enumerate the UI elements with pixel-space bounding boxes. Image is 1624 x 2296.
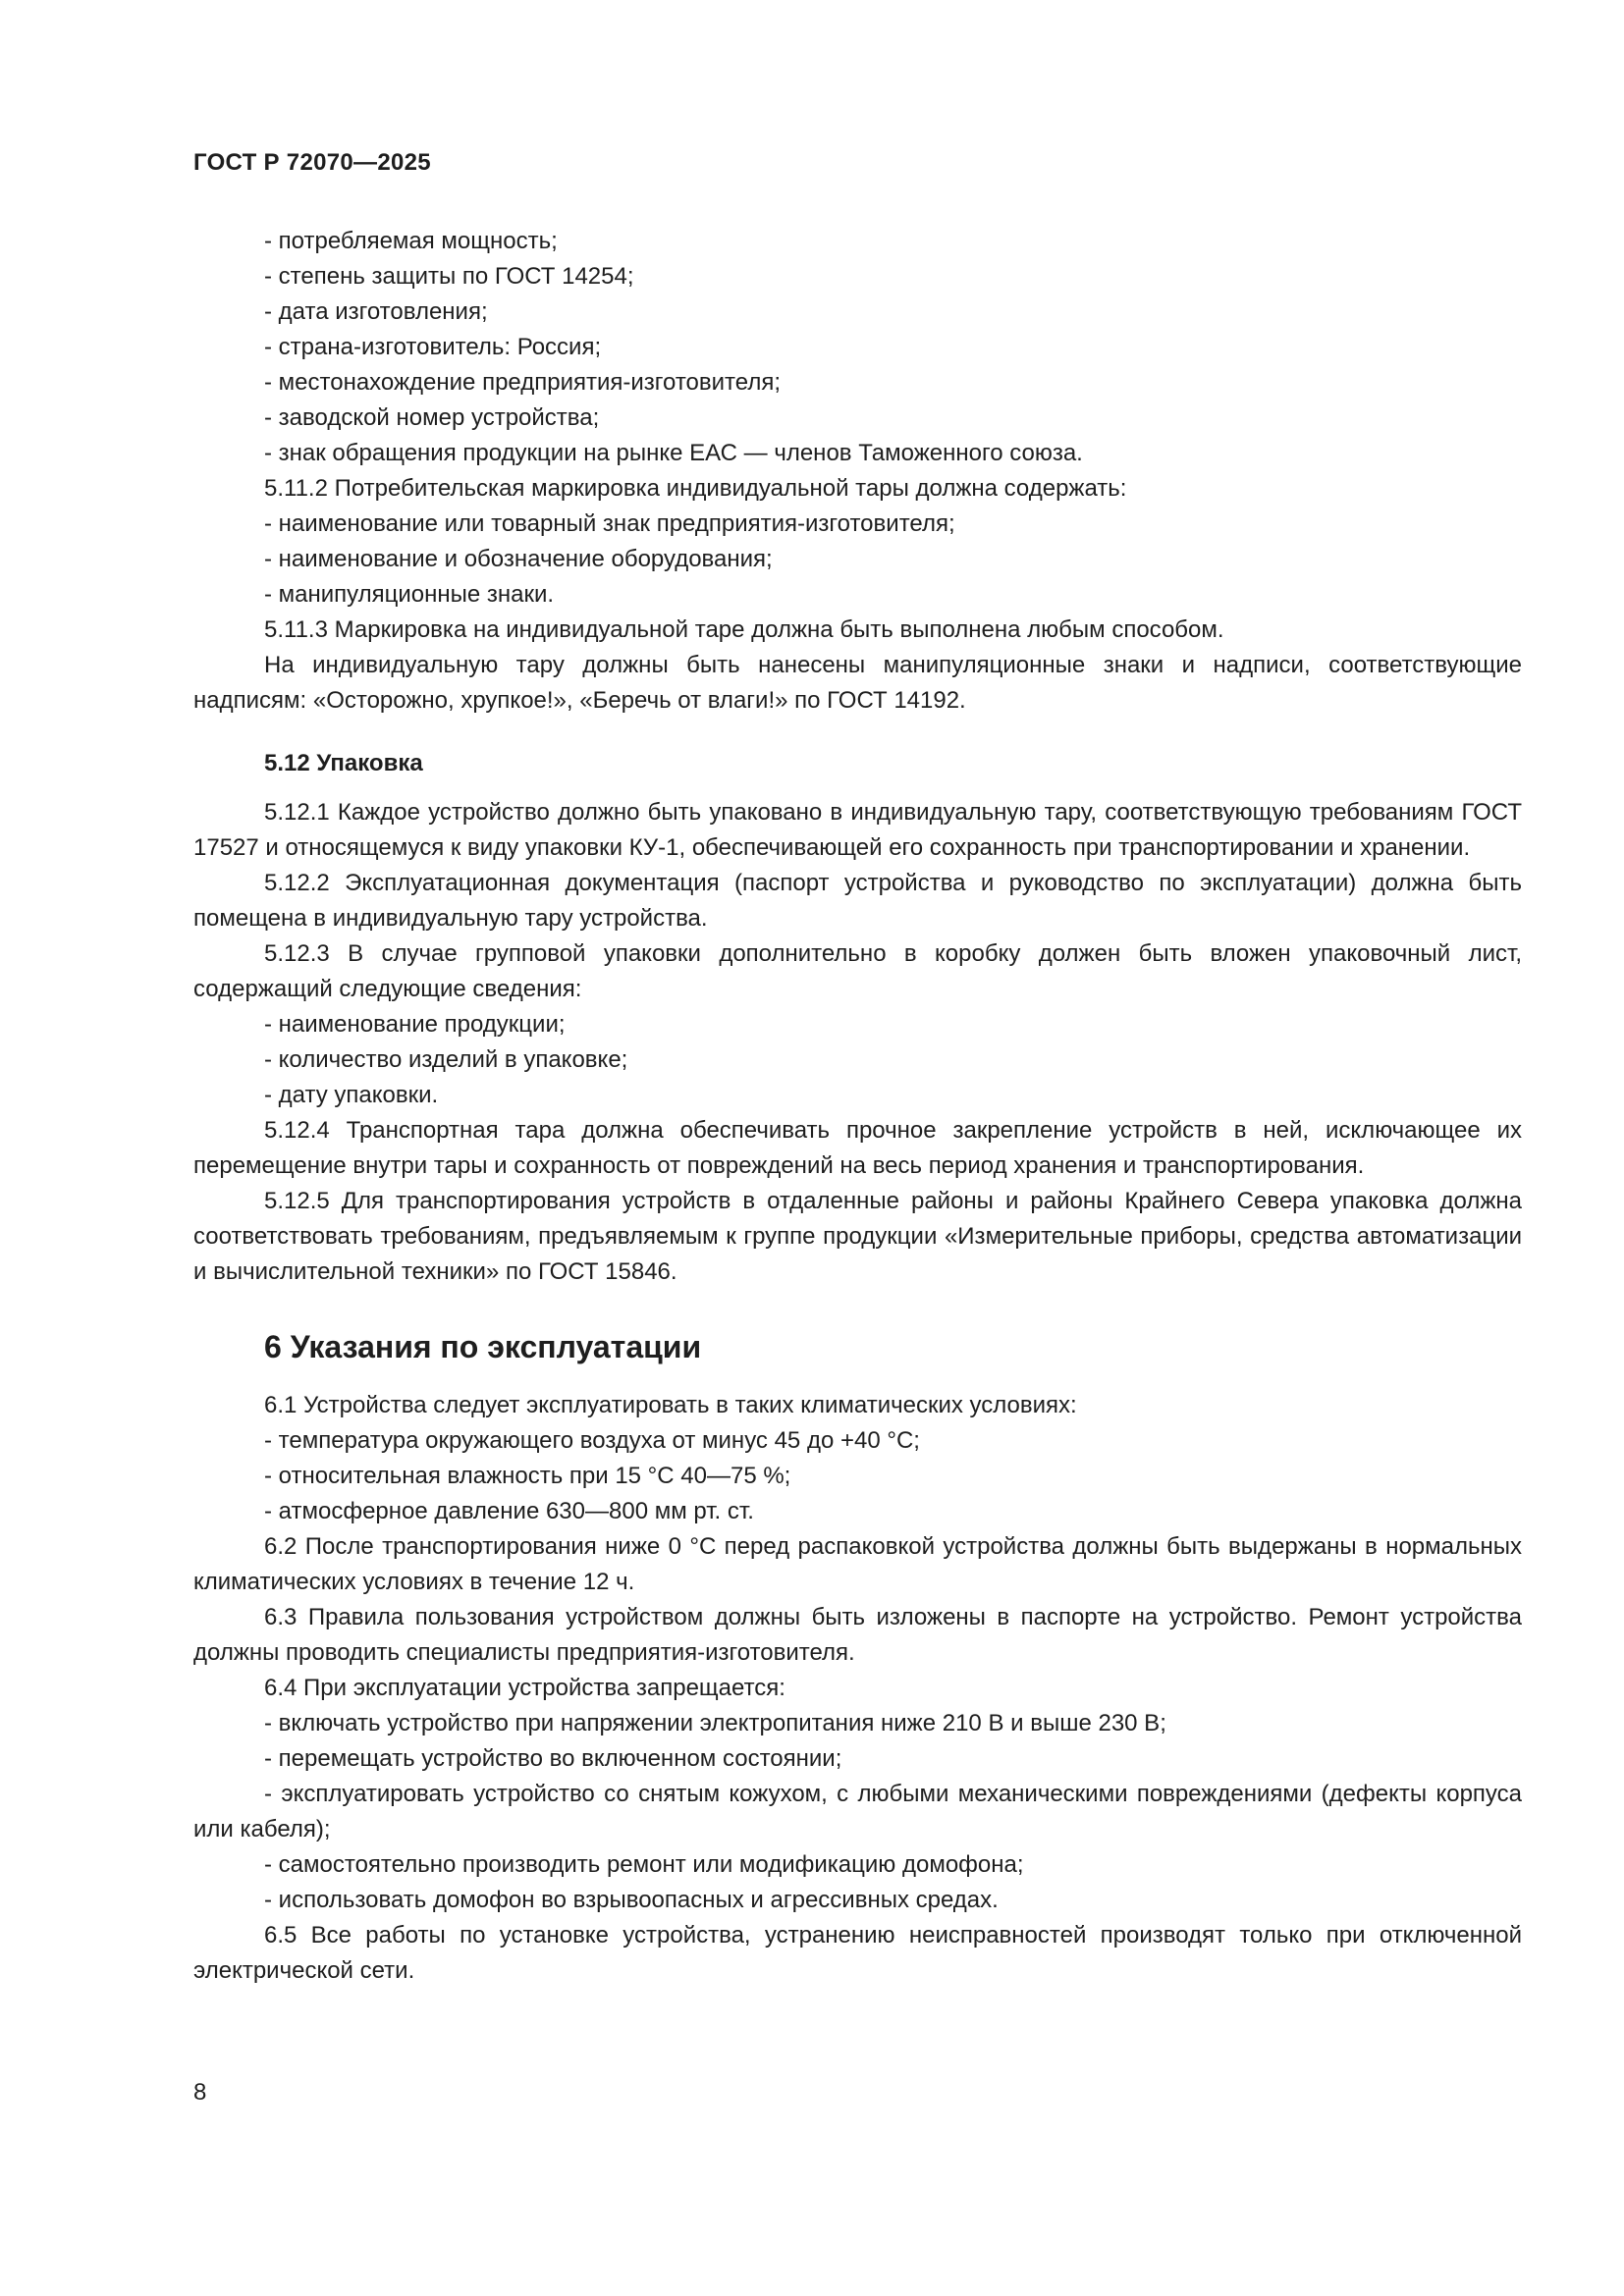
- list-item: - атмосферное давление 630—800 мм рт. ст.: [264, 1498, 754, 1524]
- section-heading-6: 6 Указания по эксплуатации: [264, 1329, 702, 1364]
- list-item: - включать устройство при напряжении электропитания ниже 210 В и выше 230 В;: [264, 1710, 1166, 1736]
- list-item: - потребляемая мощность;: [264, 228, 558, 254]
- clause-5-12-2: 5.12.2 Эксплуатационная документация (паспорт устройства и руководство по эксплуатации) должна быть помещена в индивидуальную тару устройства.: [193, 870, 1522, 932]
- list-item: - дата изготовления;: [264, 298, 488, 325]
- list-item: - относительная влажность при 15 °С 40—75 %;: [264, 1463, 791, 1489]
- list-item: - использовать домофон во взрывоопасных и агрессивных средах.: [264, 1887, 999, 1913]
- list-item: - манипуляционные знаки.: [264, 581, 555, 608]
- clause-5-12-1: 5.12.1 Каждое устройство должно быть упаковано в индивидуальную тару, соответствующую требованиям ГОСТ 17527 и относящемуся к виду упаковки КУ-1, обеспечивающей его сохранность при транспортировании и хранении.: [193, 799, 1522, 861]
- section-heading-5-12: 5.12 Упаковка: [264, 750, 423, 776]
- list-item: - перемещать устройство во включенном состоянии;: [264, 1745, 842, 1772]
- list-item: - наименование продукции;: [264, 1011, 566, 1038]
- page-number: 8: [193, 2079, 207, 2106]
- clause-5-11-3-continued: На индивидуальную тару должны быть нанесены манипуляционные знаки и надписи, соответствующие надписям: «Осторожно, хрупкое!», «Беречь от влаги!» по ГОСТ 14192.: [193, 652, 1522, 714]
- clause-5-11-2: 5.11.2 Потребительская маркировка индивидуальной тары должна содержать:: [264, 475, 1127, 502]
- list-item: - самостоятельно производить ремонт или модификацию домофона;: [264, 1851, 1024, 1878]
- clause-6-4: 6.4 При эксплуатации устройства запрещается:: [264, 1675, 785, 1701]
- list-item: - степень защиты по ГОСТ 14254;: [264, 263, 634, 290]
- clause-5-11-3: 5.11.3 Маркировка на индивидуальной таре должна быть выполнена любым способом.: [264, 616, 1224, 643]
- list-item: - эксплуатировать устройство со снятым кожухом, с любыми механическими повреждениями (дефекты корпуса или кабеля);: [193, 1781, 1522, 1842]
- document-header: ГОСТ Р 72070—2025: [193, 149, 431, 176]
- clause-6-3: 6.3 Правила пользования устройством должны быть изложены в паспорте на устройство. Ремонт устройства должны проводить специалисты предприятия-изготовителя.: [193, 1604, 1522, 1666]
- list-item: - температура окружающего воздуха от минус 45 до +40 °С;: [264, 1427, 920, 1454]
- list-item: - знак обращения продукции на рынке ЕАС — членов Таможенного союза.: [264, 440, 1083, 466]
- list-item: - заводской номер устройства;: [264, 404, 600, 431]
- clause-6-5: 6.5 Все работы по установке устройства, устранению неисправностей производят только при отключенной электрической сети.: [193, 1922, 1522, 1984]
- list-item: - местонахождение предприятия-изготовителя;: [264, 369, 781, 396]
- list-item: - дату упаковки.: [264, 1082, 439, 1108]
- clause-6-1: 6.1 Устройства следует эксплуатировать в таких климатических условиях:: [264, 1392, 1077, 1418]
- list-item: - количество изделий в упаковке;: [264, 1046, 628, 1073]
- document-body: [193, 224, 1522, 1989]
- list-item: - наименование или товарный знак предприятия-изготовителя;: [264, 510, 955, 537]
- list-item: - страна-изготовитель: Россия;: [264, 334, 602, 360]
- list-item: - наименование и обозначение оборудования;: [264, 546, 773, 572]
- clause-5-12-4: 5.12.4 Транспортная тара должна обеспечивать прочное закрепление устройств в ней, исключающее их перемещение внутри тары и сохранность от повреждений на весь период хранения и транспортирования.: [193, 1117, 1522, 1179]
- clause-5-12-3: 5.12.3 В случае групповой упаковки дополнительно в коробку должен быть вложен упаковочный лист, содержащий следующие сведения:: [193, 940, 1522, 1002]
- clause-6-2: 6.2 После транспортирования ниже 0 °С перед распаковкой устройства должны быть выдержаны в нормальных климатических условиях в течение 12 ч.: [193, 1533, 1522, 1595]
- clause-5-12-5: 5.12.5 Для транспортирования устройств в отдаленные районы и районы Крайнего Севера упаковка должна соответствовать требованиям, предъявляемым к группе продукции «Измерительные приборы, средства автоматизации и вычислительной техники» по ГОСТ 15846.: [193, 1188, 1522, 1285]
